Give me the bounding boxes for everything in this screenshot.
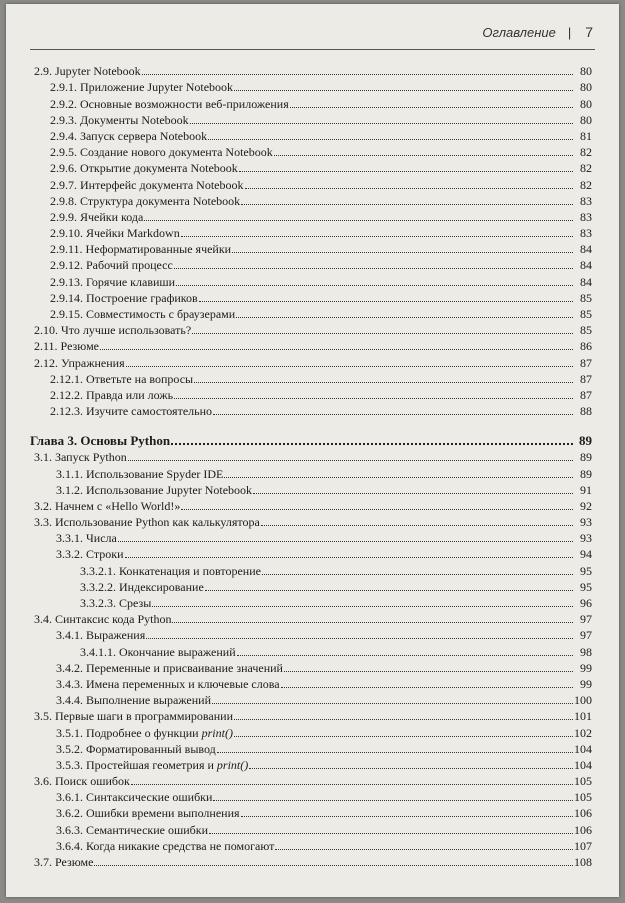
toc-entry [30,289,592,305]
toc-entry-title: 3.4.3. Имена переменных и ключевые слова [56,676,280,691]
toc-entry-page: 87 [580,371,592,386]
dot-leader [236,316,573,318]
dot-leader [194,381,573,383]
toc-entry-title: 2.9.12. Рабочий процесс [50,258,173,273]
toc-entry-page: 89 [579,433,592,449]
toc-entry [30,756,592,772]
toc-entry-title: 2.9.6. Открытие документа Notebook [50,161,238,176]
dot-leader [174,397,573,399]
toc-entry [30,305,592,321]
dot-leader [275,848,573,850]
toc-entry-page: 95 [580,579,592,594]
dot-leader [94,864,573,866]
dot-leader [241,815,573,817]
header-page-number: 7 [585,24,593,40]
toc-entry-title: 2.9.14. Построение графиков [50,290,198,305]
toc-entry-page: 81 [580,128,592,143]
toc-entry-page: 93 [580,531,592,546]
toc-entry [30,370,592,386]
book-page [6,4,619,897]
toc-entry [30,659,592,675]
dot-leader [125,556,574,558]
toc-entry [30,94,592,110]
header-title: Оглавление [482,24,556,40]
toc-entry-page: 91 [580,482,592,497]
toc-entry [30,353,592,369]
toc-entry-title: 3.5. Первые шаги в программировании [34,709,234,724]
dot-leader [208,138,573,140]
dot-leader [232,251,573,253]
toc-entry-title: 2.9.15. Совместимость с браузерами [50,307,236,321]
toc-entry-title: 2.10. Что лучше использовать? [34,323,192,338]
toc-entry [30,256,592,272]
dot-leader [190,122,573,124]
toc-entry-page: 80 [580,112,592,127]
toc-entry-page: 105 [574,790,592,805]
toc-entry-title: 2.12.3. Изучите самостоятельно [50,404,213,419]
dot-leader [274,154,573,156]
dot-leader [100,348,573,350]
toc-entry-page: 84 [580,274,592,289]
toc-entry [30,626,592,642]
toc-entry [30,272,592,288]
dot-leader [174,267,573,269]
toc-entry [30,402,592,418]
toc-entry [30,837,592,853]
toc-entry [30,788,592,804]
toc-entry-page: 88 [580,404,592,419]
toc-entry-title: 3.5.3. Простейшая геометрия и print() [56,757,249,772]
header-rule [30,49,595,50]
dot-leader [171,442,573,445]
toc-entry [30,192,592,208]
toc-entry-title: 3.4.2. Переменные и присваивание значений [56,660,283,675]
toc-entry-title: 3.4. Синтаксис кода Python [34,612,172,627]
dot-leader [152,605,573,607]
toc-entry-page: 89 [580,450,592,465]
toc-entry [30,78,592,94]
toc-entry [30,481,592,497]
dot-leader [253,492,573,494]
dot-leader [234,89,573,91]
toc-entry-title: 2.9.10. Ячейки Markdown [50,226,180,241]
toc-entry [30,464,592,480]
toc-entry-page: 97 [580,612,592,627]
toc-entry [30,529,592,545]
toc-entry [30,723,592,739]
toc-entry-title: 2.9.13. Горячие клавиши [50,274,176,289]
toc-entry-page: 93 [580,515,592,530]
toc-entry-title: 3.2. Начнем с «Hello World!» [34,498,181,513]
toc-entry [30,175,592,191]
header-separator: | [567,24,572,40]
dot-leader [205,589,573,591]
toc-entry-title: 3.6. Поиск ошибок [34,774,130,789]
dot-leader [284,670,573,672]
toc-entry-title: 3.1. Запуск Python [34,450,127,465]
toc-entry-title: 2.12.2. Правда или ложь [50,387,174,402]
toc-entry-page: 86 [580,339,592,354]
toc-entry-title: 2.9.8. Структура документа Notebook [50,193,241,208]
toc-entry-page: 89 [580,466,592,481]
dot-leader [199,300,573,302]
toc-entry [30,578,592,594]
toc-entry-page: 95 [580,563,592,578]
dot-leader [181,235,573,237]
toc-entry-page: 83 [580,193,592,208]
toc-entry [30,240,592,256]
toc-entry [30,610,592,626]
dot-leader [118,540,573,542]
toc-entry-page: 82 [580,145,592,160]
toc-entry [30,208,592,224]
toc-entry-page: 85 [580,323,592,338]
toc-entry-page: 83 [580,209,592,224]
toc-entry-page: 101 [574,709,592,724]
toc-entry-page: 82 [580,161,592,176]
toc-entry-page: 85 [580,307,592,321]
dot-leader [239,170,573,172]
toc-entry [30,386,592,402]
toc-entry-title: 3.3.2. Строки [56,547,124,562]
toc-entry-page: 105 [574,774,592,789]
toc-entry [30,707,592,723]
toc-entry [30,497,592,513]
dot-leader [126,365,573,367]
toc-entry-title: 3.4.4. Выполнение выражений [56,693,212,708]
toc-entry-title: 3.3.1. Числа [56,531,117,546]
toc-entry-page: 80 [580,96,592,111]
dot-leader [262,573,573,575]
toc-entry-page: 108 [574,855,592,869]
toc-entry [30,224,592,240]
toc-entry-page: 82 [580,177,592,192]
table-of-contents [30,62,592,869]
dot-leader [237,654,573,656]
toc-entry-title: 3.6.2. Ошибки времени выполнения [56,806,240,821]
toc-entry-title: 2.9.3. Документы Notebook [50,112,189,127]
toc-entry-title: 3.3.2.3. Срезы [80,596,152,610]
toc-entry [30,127,592,143]
dot-leader [181,508,573,510]
toc-entry [30,321,592,337]
toc-entry [30,642,592,658]
dot-leader [128,459,573,461]
toc-entry [30,772,592,788]
dot-leader [261,524,573,526]
toc-entry-page: 94 [580,547,592,562]
toc-entry-title: 2.9. Jupyter Notebook [34,64,141,79]
toc-entry-title: 3.5.2. Форматированный вывод [56,741,216,756]
toc-entry-page: 99 [580,676,592,691]
dot-leader [146,637,573,639]
toc-entry-title: 2.12.1. Ответьте на вопросы [50,371,194,386]
toc-entry-title: 3.1.2. Использование Jupyter Notebook [56,482,253,497]
dot-leader [290,106,573,108]
toc-entry [30,675,592,691]
toc-entry [30,337,592,353]
dot-leader [224,476,573,478]
toc-entry-title: Глава 3. Основы Python [30,433,171,449]
toc-entry-page: 99 [580,660,592,675]
toc-entry-page: 84 [580,242,592,257]
toc-entry-page: 98 [580,644,592,659]
dot-leader [241,203,573,205]
toc-entry-title: 2.9.5. Создание нового документа Notebook [50,145,273,160]
toc-entry-title: 2.9.11. Неформатированные ячейки [50,242,232,257]
toc-entry-page: 80 [580,80,592,95]
toc-entry-page: 107 [574,838,592,853]
toc-entry-page: 100 [574,693,592,708]
toc-entry-page: 106 [574,822,592,837]
dot-leader [245,187,574,189]
toc-entry [30,545,592,561]
toc-entry-title: 3.3.2.1. Конкатенация и повторение [80,563,261,578]
dot-leader [281,686,573,688]
dot-leader [213,799,573,801]
toc-entry [30,143,592,159]
toc-entry-page: 87 [580,387,592,402]
toc-entry-page: 96 [580,596,592,610]
toc-entry-page: 87 [580,355,592,370]
toc-entry-page: 92 [580,498,592,513]
dot-leader [172,621,573,623]
toc-entry-title: 3.6.4. Когда никакие средства не помогают [56,838,275,853]
toc-entry-title: 2.9.4. Запуск сервера Notebook [50,128,208,143]
toc-entry-page: 80 [580,64,592,79]
dot-leader [176,284,573,286]
toc-entry [30,62,592,78]
toc-entry [30,448,592,464]
toc-entry [30,513,592,529]
dot-leader [213,413,573,415]
toc-entry-title: 3.7. Резюме [34,855,94,869]
toc-entry-title: 3.3. Использование Python как калькулятора [34,515,260,530]
dot-leader [217,751,573,753]
toc-entry-title: 2.9.7. Интерфейс документа Notebook [50,177,244,192]
dot-leader [212,702,573,704]
toc-chapter-entry [30,430,592,448]
toc-entry-page: 104 [574,741,592,756]
toc-entry-title: 3.3.2.2. Индексирование [80,579,204,594]
dot-leader [131,783,573,785]
toc-entry [30,804,592,820]
toc-entry-title: 2.9.2. Основные возможности веб-приложения [50,96,289,111]
toc-entry-title: 2.9.1. Приложение Jupyter Notebook [50,80,234,95]
toc-entry-page: 106 [574,806,592,821]
toc-entry [30,740,592,756]
toc-entry [30,159,592,175]
toc-entry-page: 102 [574,725,592,740]
dot-leader [144,219,573,221]
toc-entry-title: 3.4.1.1. Окончание выражений [80,644,236,659]
toc-entry-title: 3.5.1. Подробнее о функции print() [56,725,233,740]
toc-entry-page: 97 [580,628,592,643]
toc-entry-page: 85 [580,290,592,305]
toc-entry-title: 2.12. Упражнения [34,355,125,370]
toc-entry-page: 83 [580,226,592,241]
dot-leader [209,832,573,834]
toc-entry [30,691,592,707]
toc-entry-title: 3.1.1. Использование Spyder IDE [56,466,224,481]
dot-leader [192,332,573,334]
toc-entry [30,111,592,127]
toc-entry-page: 104 [574,757,592,772]
toc-entry-title: 3.4.1. Выражения [56,628,146,643]
toc-entry [30,561,592,577]
toc-entry [30,594,592,610]
toc-entry-title: 3.6.1. Синтаксические ошибки [56,790,213,805]
toc-entry-title: 2.9.9. Ячейки кода [50,209,144,224]
toc-entry [30,820,592,836]
toc-entry-title: 3.6.3. Семантические ошибки [56,822,208,837]
running-header [482,24,593,40]
dot-leader [249,767,573,769]
toc-entry-page: 84 [580,258,592,273]
toc-entry-title: 2.11. Резюме [34,339,100,354]
dot-leader [142,73,573,75]
toc-entry [30,853,592,869]
dot-leader [234,735,573,737]
dot-leader [234,718,573,720]
